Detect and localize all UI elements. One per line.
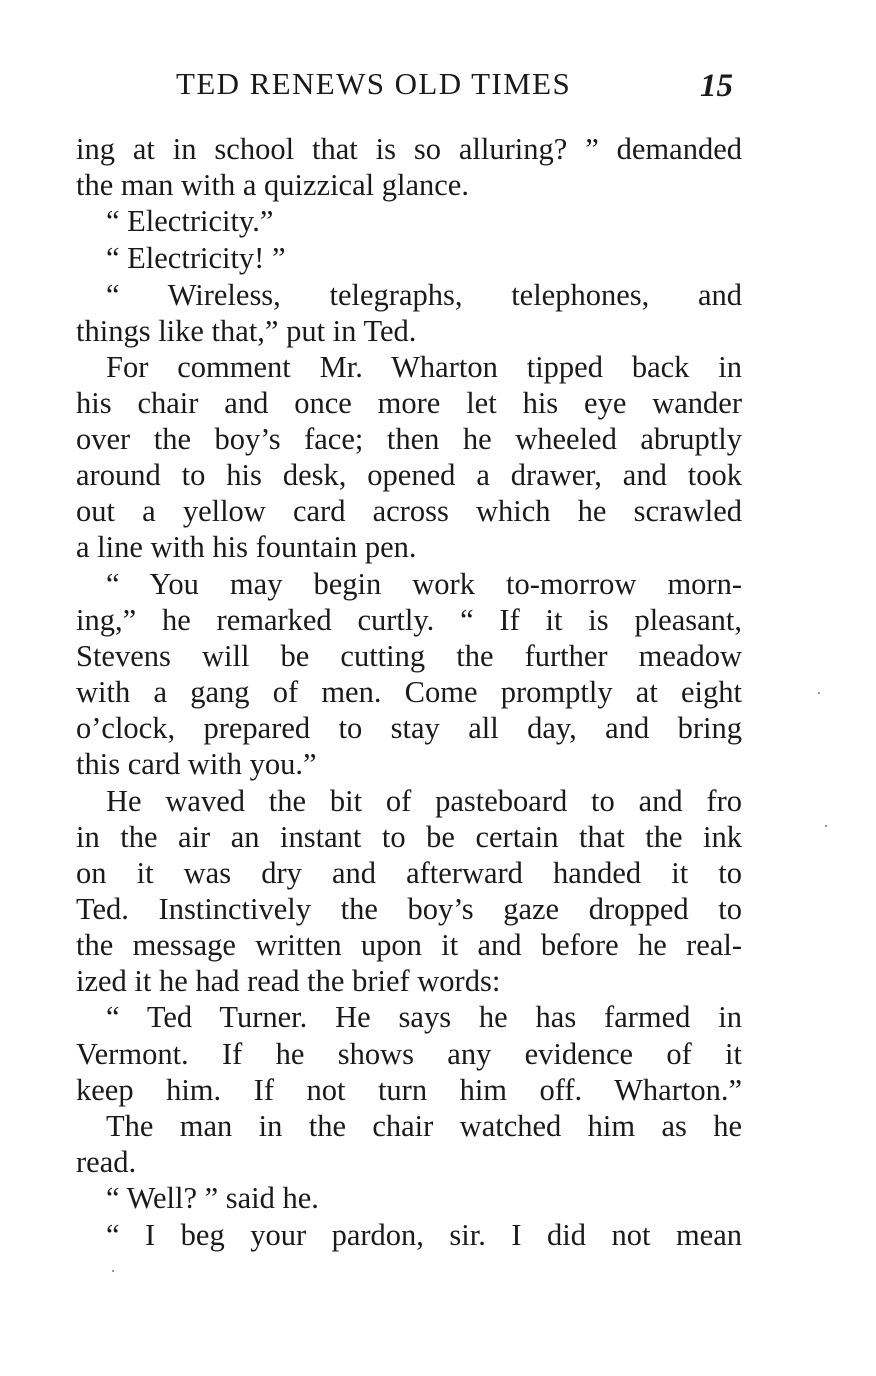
text-line: “ Electricity.” [106,204,274,238]
page-number: 15 [700,68,733,104]
paper-speck [825,825,827,827]
running-head-title: TED RENEWS OLD TIMES [176,66,572,101]
text-line: “ Well? ” said he. [106,1181,319,1215]
text-line: over the boy’s face; then he wheeled abruptly [76,422,742,456]
text-line: his chair and once more let his eye wander [76,386,742,420]
paper-speck [818,692,820,694]
running-head [0,62,876,106]
text-line: things like that,” put in Ted. [76,314,417,348]
text-line: Stevens will be cutting the further meadow [76,639,742,673]
text-line: o’clock, prepared to stay all day, and bring [76,711,742,745]
text-line: For comment Mr. Wharton tipped back in [106,350,742,384]
text-line: The man in the chair watched him as he [106,1109,742,1143]
text-line: in the air an instant to be certain that the ink [76,820,742,854]
text-line: around to his desk, opened a drawer, and took [76,458,742,492]
text-line: ing,” he remarked curtly. “ If it is pleasant, [76,603,742,637]
text-line: on it was dry and afterward handed it to [76,856,742,890]
text-line: Vermont. If he shows any evidence of it [76,1037,742,1071]
text-line: He waved the bit of pasteboard to and fro [106,784,742,818]
text-line: out a yellow card across which he scrawled [76,494,742,528]
text-line: ized it he had read the brief words: [76,964,501,998]
text-line: ing at in school that is so alluring? ” demanded [76,132,742,166]
text-line: “ You may begin work to-morrow morn- [106,567,742,601]
text-line: this card with you.” [76,747,317,781]
text-line: read. [76,1145,137,1179]
text-line: keep him. If not turn him off. Wharton.” [76,1073,742,1107]
text-line: a line with his fountain pen. [76,530,417,564]
text-line: “ Electricity! ” [106,241,286,275]
text-line: with a gang of men. Come promptly at eight [76,675,742,709]
text-line: “ Wireless, telegraphs, telephones, and [106,278,742,312]
text-line: Ted. Instinctively the boy’s gaze dropped to [76,892,742,926]
text-line: “ Ted Turner. He says he has farmed in [106,1000,742,1034]
text-line: the man with a quizzical glance. [76,168,469,202]
paper-speck [112,1270,114,1272]
text-line: “ I beg your pardon, sir. I did not mean [106,1218,742,1252]
text-line: the message written upon it and before he real- [76,928,742,962]
